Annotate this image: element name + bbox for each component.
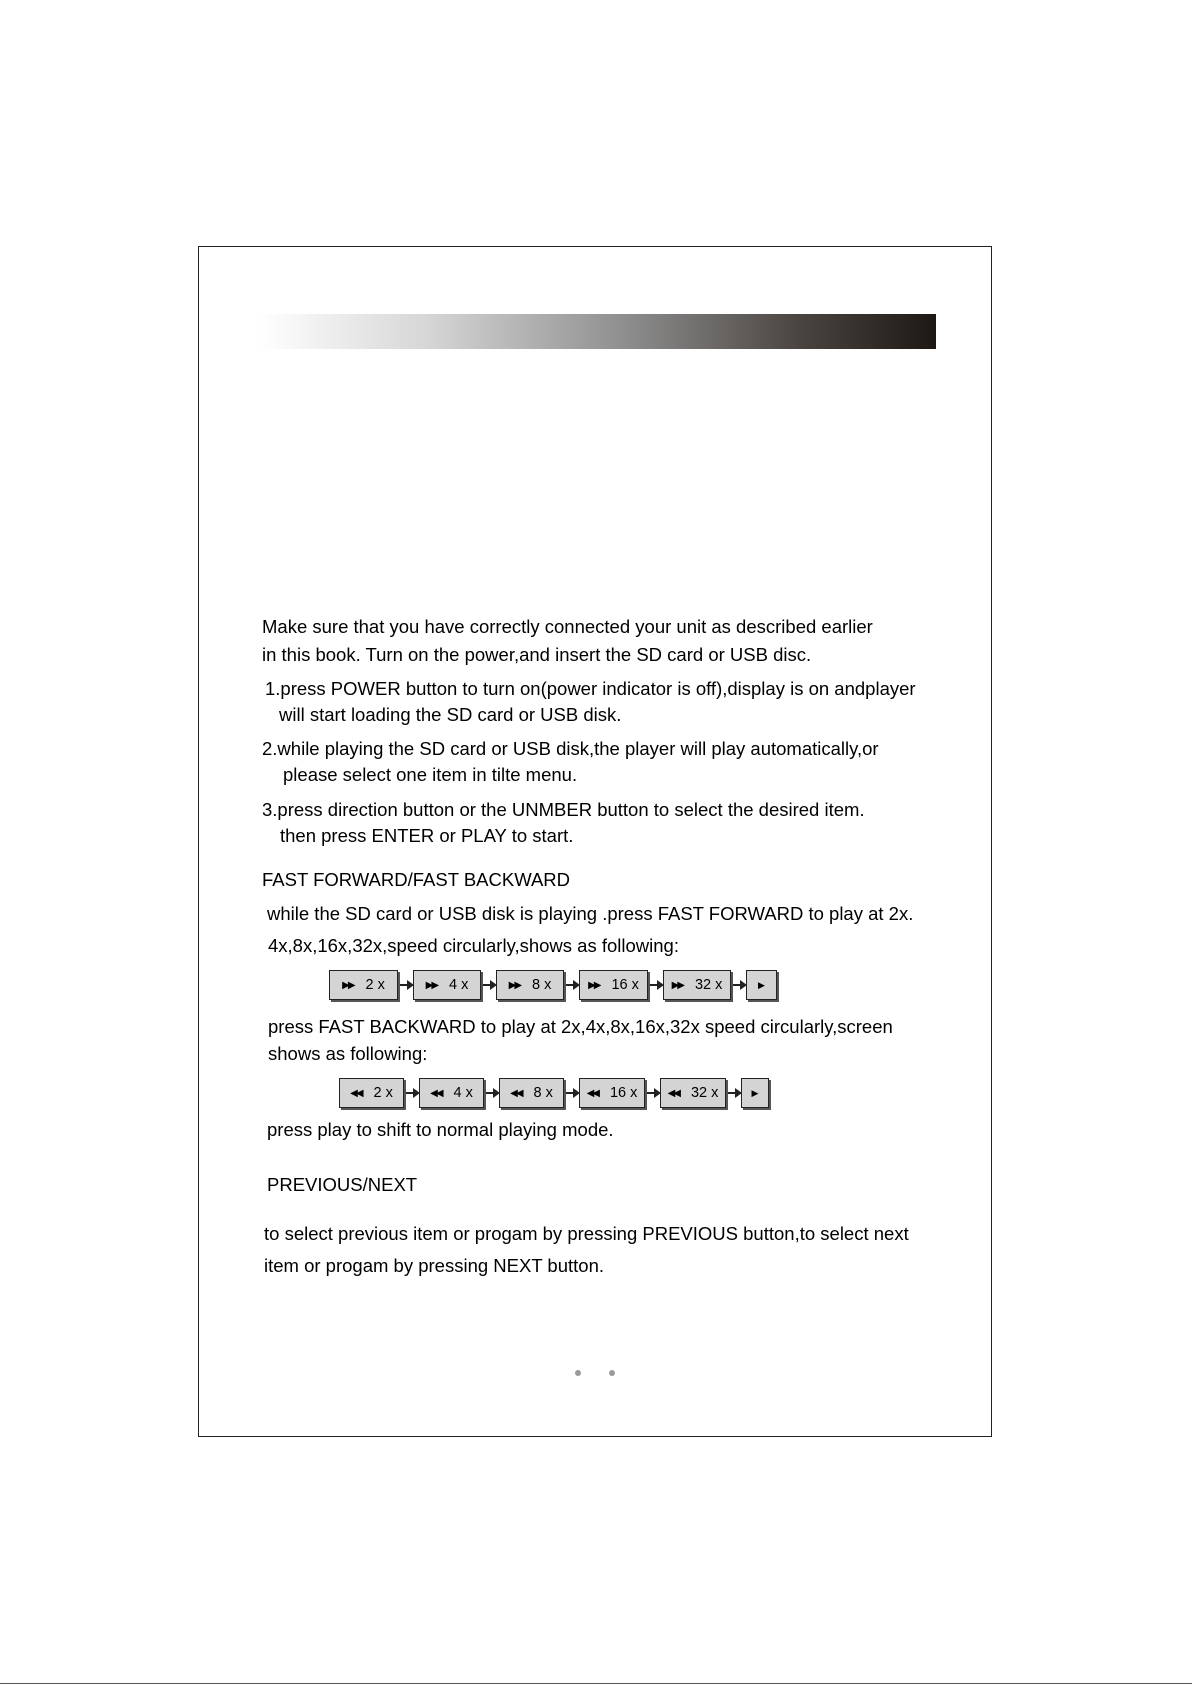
chain-arrow (728, 1092, 740, 1094)
fast-heading: FAST FORWARD/FAST BACKWARD (262, 869, 571, 890)
play-icon: ▶ (758, 980, 765, 990)
chain-arrow (733, 984, 745, 986)
fb-box-8x: ◀◀ 8 x (499, 1078, 564, 1108)
fb-box-play (741, 1078, 769, 1108)
ff-box-4x: ▶▶ 4 x (413, 970, 481, 1000)
fast-backward-icon: ◀◀ (430, 1088, 442, 1099)
scan-edge-line (0, 1683, 1192, 1684)
fast-backward-chain (0, 1078, 1192, 1112)
chain-arrow (400, 984, 412, 986)
step-2-line-2: please select one item in tilte menu. (283, 764, 578, 785)
chain-arrow (650, 984, 662, 986)
play-icon: ▶ (751, 1088, 759, 1098)
normal-play-text: press play to shift to normal playing mode. (267, 1119, 614, 1140)
step-1-line-1: 1.press POWER button to turn on(power indicator is off),display is on andplayer (265, 678, 916, 699)
fast-forward-line-2: 4x,8x,16x,32x,speed circularly,shows as following: (268, 935, 679, 956)
ff-box-32x: ▶▶ 32 x (663, 970, 731, 1000)
chain-arrow (483, 984, 495, 986)
fast-forward-icon: ▶▶ (425, 980, 438, 991)
prevnext-line-1: to select previous item or progam by pressing PREVIOUS button,to select next (264, 1223, 909, 1244)
ff-box-play (746, 970, 777, 1000)
fast-backward-icon: ◀◀ (350, 1088, 362, 1099)
ff-box-2x: ▶▶ 2 x (329, 970, 398, 1000)
chain-arrow (486, 1092, 498, 1094)
fast-forward-icon: ▶▶ (588, 980, 600, 991)
fast-forward-chain (0, 970, 1192, 1004)
ff-box-16x: ▶▶ 16 x (579, 970, 648, 1000)
page-dot (575, 1370, 581, 1376)
fast-backward-line-2: shows as following: (268, 1043, 428, 1064)
fb-box-2x: ◀◀ 2 x (339, 1078, 404, 1108)
step-3-line-2: then press ENTER or PLAY to start. (280, 825, 574, 846)
fb-box-4x: ◀◀ 4 x (419, 1078, 484, 1108)
chain-arrow (566, 1092, 578, 1094)
step-2-line-1: 2.while playing the SD card or USB disk,the player will play automatically,or (262, 738, 879, 759)
page-dot (609, 1370, 615, 1376)
fb-box-32x: ◀◀ 32 x (660, 1078, 726, 1108)
section-header-bar (258, 314, 936, 349)
fast-forward-icon: ▶▶ (671, 980, 683, 991)
chain-arrow (647, 1092, 659, 1094)
step-1-line-2: will start loading the SD card or USB disk. (279, 704, 622, 725)
prevnext-line-2: item or progam by pressing NEXT button. (264, 1255, 605, 1276)
chain-arrow (406, 1092, 418, 1094)
fast-backward-icon: ◀◀ (510, 1088, 522, 1099)
fast-forward-icon: ▶▶ (342, 980, 354, 991)
fb-box-16x: ◀◀ 16 x (579, 1078, 645, 1108)
prevnext-heading: PREVIOUS/NEXT (267, 1174, 418, 1195)
fast-backward-icon: ◀◀ (586, 1088, 598, 1099)
fast-forward-icon: ▶▶ (508, 980, 521, 991)
chain-arrow (566, 984, 578, 986)
fast-backward-icon: ◀◀ (667, 1088, 679, 1099)
fast-backward-line-1: press FAST BACKWARD to play at 2x,4x,8x,16x,32x speed circularly,screen (268, 1016, 893, 1037)
intro-line-1: Make sure that you have correctly connected your unit as described earlier (262, 616, 873, 637)
fast-forward-line-1: while the SD card or USB disk is playing .press FAST FORWARD to play at 2x. (267, 903, 914, 924)
intro-line-2: in this book. Turn on the power,and insert the SD card or USB disc. (262, 644, 812, 665)
step-3-line-1: 3.press direction button or the UNMBER button to select the desired item. (262, 799, 865, 820)
ff-box-8x: ▶▶ 8 x (496, 970, 564, 1000)
